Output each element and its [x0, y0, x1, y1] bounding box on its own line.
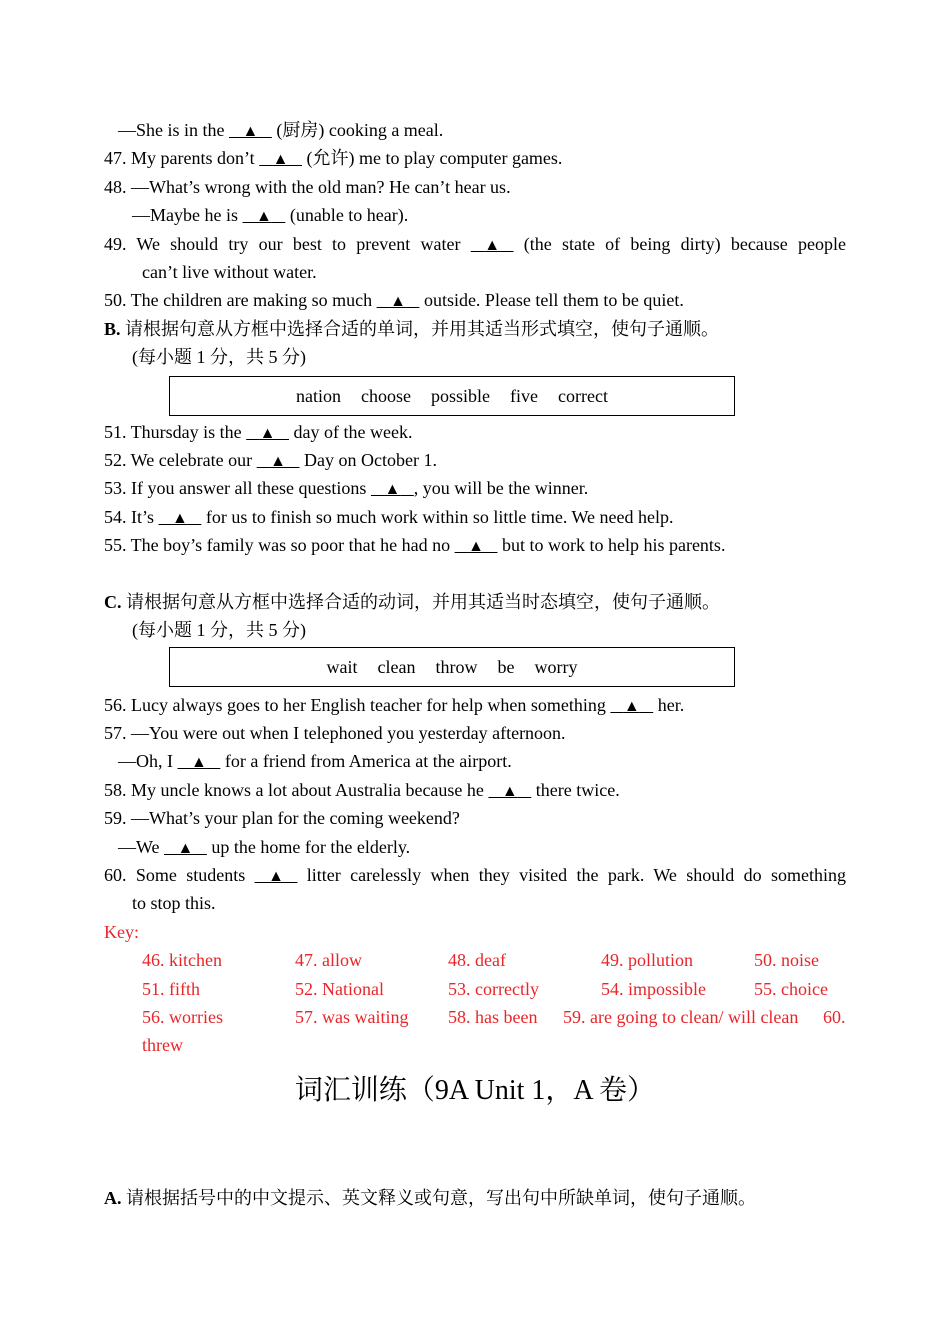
part-a-item-text: 50. The children are making so much [104, 290, 377, 311]
section-c-instruction: 请根据句意从方框中选择合适的动词，并用其适当时态填空，使句子通顺。 [121, 591, 720, 612]
section-a-label: A. [104, 1187, 122, 1208]
word-box-c [169, 647, 735, 687]
part-a-item-blank[interactable]: ▲ [255, 208, 272, 226]
section-c-item-line [0, 889, 950, 917]
word-box-b-word: choose [361, 385, 411, 406]
key-answer: 49. pollution [601, 950, 694, 971]
section-b-score [0, 343, 950, 371]
section-c-header [0, 588, 950, 616]
key-answer: 52. National [295, 978, 384, 999]
section-c-item-blank[interactable]: ▲ [177, 839, 194, 857]
word-box-c-word: worry [534, 656, 578, 677]
part-a-item-blank[interactable]: ▲ [390, 293, 406, 311]
key-label: Key: [104, 921, 139, 942]
section-c-item-text: 60. Some students [104, 864, 255, 885]
section-c-items [0, 691, 950, 918]
key-answer: 57. was waiting [295, 1006, 409, 1027]
part-a-item-line [0, 144, 950, 172]
word-box-b-word: five [510, 385, 538, 406]
part-a-item-blank[interactable]: ▲ [242, 123, 259, 140]
key-answer: 60. [823, 1006, 846, 1027]
key-answer: 58. has been [448, 1006, 538, 1027]
word-box-b-word: correct [558, 385, 608, 406]
key-row-4 [0, 1031, 950, 1059]
part-a-item-text-after: (the state of being dirty) because people [513, 233, 846, 254]
section-a-instruction: 请根据括号中的中文提示、英文释义或句意，写出句中所缺单词，使句子通顺。 [121, 1187, 756, 1208]
section-c-item-text: 58. My uncle knows a lot about Australia because he [104, 779, 489, 800]
section-b-items [0, 418, 950, 560]
section-c-item-blank[interactable]: ▲ [501, 782, 518, 800]
section-b-item-text: 55. The boy’s family was so poor that he had no [104, 535, 455, 556]
section-c-item-text-after: her. [653, 694, 685, 715]
section-b-item-text-after: but to work to help his parents. [497, 535, 726, 556]
section-c-item-blank[interactable]: ▲ [191, 754, 207, 772]
section-c-item-line [0, 747, 950, 775]
part-a-item-line [0, 201, 950, 229]
key-answer: 55. choice [754, 978, 828, 999]
section-b-item-text-after: day of the week. [289, 421, 413, 442]
part-a-item-text-after: (允许) me to play computer games. [302, 148, 563, 169]
worksheet-page [0, 116, 950, 1212]
word-box-c-word: wait [326, 656, 358, 677]
section-b-item-blank[interactable]: ▲ [172, 509, 188, 527]
part-a-item-line [0, 286, 950, 314]
key-answer: 48. deaf [448, 950, 506, 971]
part-a-item-line [0, 230, 950, 258]
section-c-item-text-after: there twice. [531, 779, 620, 800]
section-b-item-text: 53. If you answer all these questions [104, 478, 371, 499]
section-b-item-text-after: Day on October 1. [299, 449, 437, 470]
section-c-item-text: 57. —You were out when I telephoned you yesterday afternoon. [104, 723, 566, 744]
section-c-item-line [0, 776, 950, 804]
word-box-b-word: possible [431, 385, 491, 406]
part-a-item-blank[interactable]: ▲ [272, 151, 289, 169]
section-b-instruction: 请根据句意从方框中选择合适的单词，并用其适当形式填空，使句子通顺。 [120, 318, 720, 339]
section-c-item-text: —We [118, 836, 165, 857]
section-a-next-header [0, 1184, 950, 1212]
part-a-item-text: can’t live without water. [142, 261, 317, 282]
section-b-item-line [0, 446, 950, 474]
section-c-score [0, 616, 950, 644]
key-answer-60-cont: threw [142, 1035, 183, 1056]
section-b-item-line [0, 531, 950, 559]
section-b-item-blank[interactable]: ▲ [384, 481, 401, 499]
word-box-b-word: nation [296, 385, 342, 406]
key-answer: 47. allow [295, 950, 362, 971]
part-a-item-text: 49. We should try our best to prevent water [104, 233, 471, 254]
section-b-item-text: 54. It’s [104, 506, 159, 527]
section-b-item-text: 52. We celebrate our [104, 449, 257, 470]
section-c-item-text: —Oh, I [118, 751, 178, 772]
part-a-item-text-after: (厨房) cooking a meal. [271, 120, 444, 140]
part-a-item-line [0, 116, 950, 144]
section-c-item-text: to stop this. [132, 893, 216, 914]
key-answer: 51. fifth [142, 978, 200, 999]
key-row-2 [0, 975, 950, 1003]
unit-heading: 词汇训练（9A Unit 1，A 卷） [294, 1074, 656, 1106]
word-box-c-word: clean [377, 656, 416, 677]
key-answer: 54. impossible [601, 978, 707, 999]
part-a-item-text-after: (unable to hear). [285, 205, 409, 226]
part-a-item-blank[interactable]: ▲ [484, 236, 501, 254]
section-b-item-line [0, 418, 950, 446]
part-a-continued [0, 116, 950, 315]
part-a-item-text-after: outside. Please tell them to be quiet. [419, 290, 684, 311]
section-b-item-blank[interactable]: ▲ [259, 424, 276, 442]
section-b-score-text: (每小题 1 分，共 5 分) [132, 347, 306, 368]
part-a-item-text: 47. My parents don’t [104, 148, 260, 169]
section-c-item-blank[interactable]: ▲ [268, 867, 284, 885]
section-c-item-text: 59. —What’s your plan for the coming weekend? [104, 808, 460, 829]
section-b-header [0, 315, 950, 343]
section-c-item-text-after: litter carelessly when they visited the park. We should do something [297, 864, 846, 885]
key-answer: 46. kitchen [142, 950, 222, 971]
part-a-item-line [0, 258, 950, 286]
section-c-label: C. [104, 591, 122, 612]
section-b-item-text-after: for us to finish so much work within so little time. We need help. [201, 506, 674, 527]
part-a-item-text: 48. —What’s wrong with the old man? He can’t hear us. [104, 176, 511, 197]
section-c-item-line [0, 719, 950, 747]
section-c-item-blank[interactable]: ▲ [623, 697, 640, 715]
section-b-item-blank[interactable]: ▲ [270, 452, 286, 470]
key-answer: 56. worries [142, 1006, 223, 1027]
section-b-label: B. [104, 318, 121, 339]
section-c-item-text-after: for a friend from America at the airport. [220, 751, 512, 772]
section-c-item-line [0, 804, 950, 832]
section-b-item-blank[interactable]: ▲ [468, 538, 484, 556]
word-box-b [169, 376, 735, 416]
section-c-score-text: (每小题 1 分，共 5 分) [132, 620, 306, 641]
key-answer: 50. noise [754, 950, 819, 971]
key-row-1 [0, 946, 950, 974]
key-row-3 [0, 1003, 950, 1031]
section-b-item-text: 51. Thursday is the [104, 421, 247, 442]
section-c-item-text: 56. Lucy always goes to her English teacher for help when something [104, 694, 611, 715]
section-b-item-text-after: , you will be the winner. [413, 478, 589, 499]
section-c-item-text-after: up the home for the elderly. [206, 836, 411, 857]
word-box-c-word: throw [435, 656, 478, 677]
part-a-item-line [0, 173, 950, 201]
key-answer: 59. are going to clean/ will clean [563, 1006, 799, 1027]
key-label-line [0, 918, 950, 946]
section-c-item-line [0, 691, 950, 719]
section-c-item-line [0, 861, 950, 889]
word-box-c-word: be [497, 656, 515, 677]
section-b-item-line [0, 503, 950, 531]
part-a-item-text: —She is in the [118, 120, 229, 140]
section-b-item-line [0, 474, 950, 502]
section-c-item-line [0, 833, 950, 861]
key-answer: 53. correctly [448, 978, 539, 999]
part-a-item-text: —Maybe he is [132, 205, 243, 226]
